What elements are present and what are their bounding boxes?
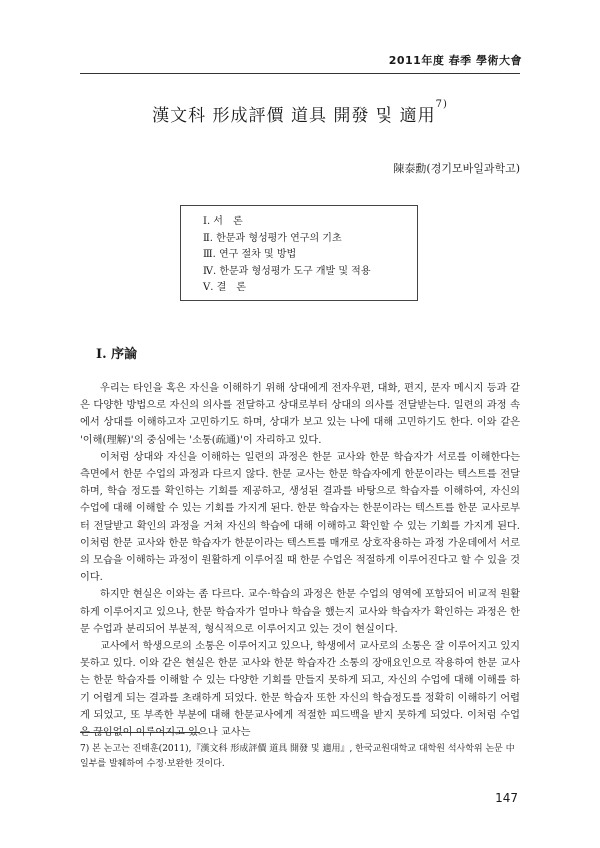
body-text xyxy=(80,380,520,741)
toc-item: Ⅱ. 한문과 형성평가 연구의 기초 xyxy=(203,232,342,244)
toc-item: Ⅲ. 연구 절차 및 방법 xyxy=(203,249,297,261)
paper-title-text: 漢文科 形成評價 道具 開發 및 適用 xyxy=(152,106,436,126)
toc-item: Ⅳ. 한문과 형성평가 도구 개발 및 적용 xyxy=(203,265,371,277)
header-rule xyxy=(80,73,520,74)
author: 陳泰勳(경기모바일과학고) xyxy=(393,162,520,175)
section-heading: Ⅰ. 序論 xyxy=(96,347,138,362)
paragraph: 교사에서 학생으로의 소통은 이루어지고 있으나, 학생에서 교사로의 소통은 잘 이루어지고 있지 못하고 있다. 이와 같은 현실은 한문 교사와 한문 학습자간 소통의 장애요인으로 작용하여 한문 교사는 한문 학습자를 이해할 수 있는 다양한 기회를 만들지 못하게 되고, 자신의 수업에 대해 이해를 하기 어렵게 되는 결과를 초래하게 되었다. 한문 학습자 또한 자신의 학습정도를 정확히 이해하기 어렵게 되었고, 또 부족한 부분에 대해 한문교사에게 적절한 피드백을 받지 못하게 되었다. 이처럼 수업은 끊임없이 이루어지고 있으나 교사는 xyxy=(80,641,520,739)
paragraph: 이처럼 상대와 자신을 이해하는 일련의 과정은 한문 교사와 한문 학습자가 서로를 이해한다는 측면에서 한문 수업의 과정과 다르지 않다. 한문 교사는 한문 학습자에게 한문이라는 텍스트를 전달하며, 학습 정도를 확인하는 기회를 제공하고, 생성된 결과를 바탕으로 학습자를 이해하여, 자신의 수업에 대해 이해할 수 있는 기회를 가지게 된다. 한문 학습자는 한문이라는 텍스트를 한문 교사로부터 전달받고 확인의 과정을 거쳐 자신의 학습에 대해 이해하고 확인할 수 있는 기회를 가지게 된다. 이처럼 한문 교사와 한문 학습자가 한문이라는 텍스트를 매개로 상호작용하는 과정 가운데에서 서로의 모습을 이해하는 과정이 원활하게 이루어질 때 한문 수업은 적절하게 이루어진다고 할 수 있을 것이다. xyxy=(80,451,520,584)
paragraph: 하지만 현실은 이와는 좀 다르다. 교수·학습의 과정은 한문 수업의 영역에 포함되어 비교적 원활하게 이루어지고 있으나, 한문 학습자가 얼마나 학습을 했는지 교사와 학습자가 확인하는 과정은 한문 수업과 분리되어 부분적, 형식적으로 이루어지고 있는 것이 현실이다. xyxy=(80,589,520,635)
paragraph: 우리는 타인을 혹은 자신을 이해하기 위해 상대에게 전자우편, 대화, 편지, 문자 메시지 등과 같은 다양한 방법으로 자신의 의사를 전달하고 상대로부터 상대의 의사를 전달받는다. 일련의 과정 속에서 상대를 이해하고자 고민하기도 하며, 상대가 보고 있는 나에 대해 고민하기도 한다. 이와 같은 '이해(理解)'의 중심에는 '소통(疏通)'이 자리하고 있다. xyxy=(80,383,520,446)
paper-title xyxy=(0,101,600,126)
footnote-rule xyxy=(80,732,200,733)
title-footnote-marker: 7) xyxy=(435,99,448,110)
toc-item: Ⅴ. 결 론 xyxy=(203,282,246,294)
running-header: 2011年度 春季 學術大會 xyxy=(388,54,522,67)
toc-item: Ⅰ. 서 론 xyxy=(203,216,243,227)
table-of-contents xyxy=(180,205,418,301)
page-number: 147 xyxy=(495,791,518,805)
footnote: 7) 본 논고는 진태훈(2011),『漢文科 形成評價 道具 開發 및 適用』, 한국교원대학교 대학원 석사학위 논문 中 일부를 발췌하여 수정·보완한 것이다. xyxy=(80,744,515,769)
